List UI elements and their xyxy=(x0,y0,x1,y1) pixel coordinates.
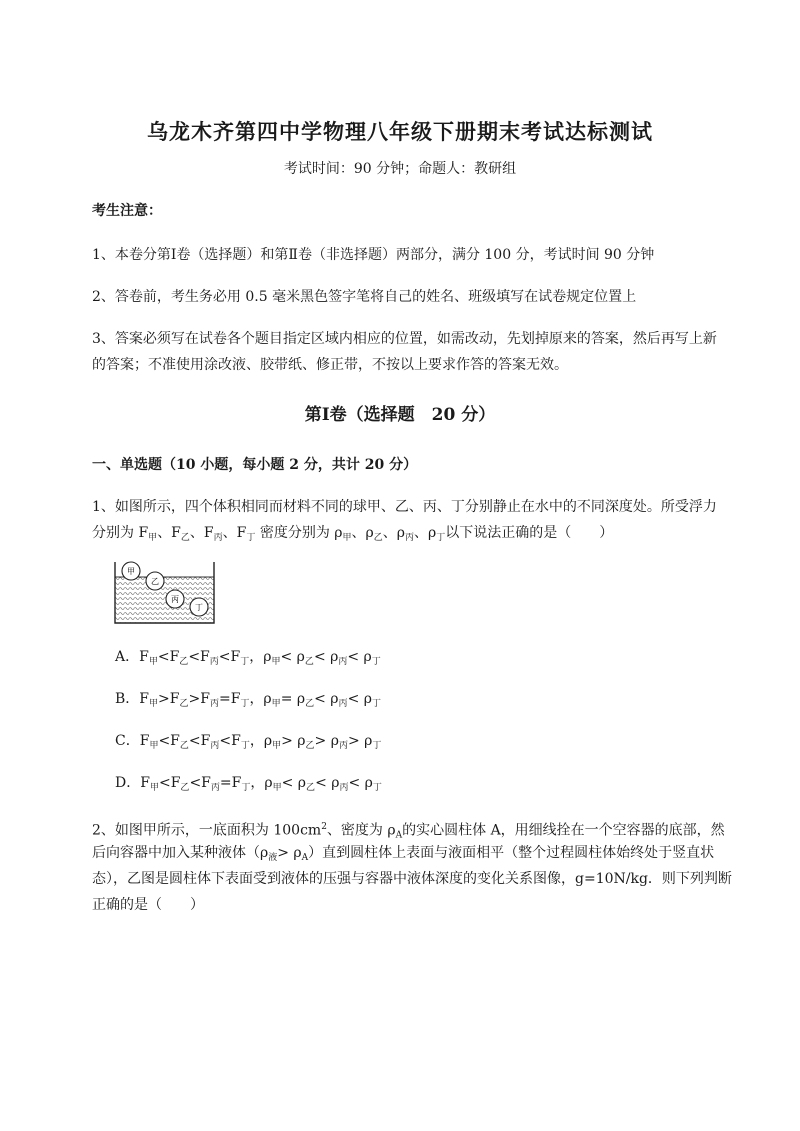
question-1-line-2: 分别为 $F_甲$、$F_乙$、$F_丙$、$F_丁$ 密度分别为 $\rho_甲$、$\rho_乙$、$\rho_丙$、$\rho_丁$以下说法正确的是（ ） xyxy=(92,525,614,543)
exam-subtitle: 考试时间：90 分钟；命题人：教研组 xyxy=(283,161,517,177)
section-title: 第Ⅰ卷（选择题 20 分） xyxy=(304,405,496,425)
exam-title: 乌龙木齐第四中学物理八年级下册期末考试达标测试 xyxy=(147,119,653,144)
balls-in-water-figure xyxy=(114,561,215,625)
ball-yi-label: 乙 xyxy=(151,577,159,586)
option-d[interactable]: D．$F_甲<F_乙<F_丙=F_丁$，$\rho_甲< \rho_乙< \rho_丙< \rho_丁$ xyxy=(115,775,382,793)
ball-bing-label: 丙 xyxy=(171,595,179,604)
option-a[interactable]: A．$F_甲<F_乙<F_丙<F_丁$，$\rho_甲< \rho_乙< \rho_丙< \rho_丁$ xyxy=(115,649,381,667)
question-2-line-4: 正确的是（ ） xyxy=(92,897,204,913)
notice-heading: 考生注意： xyxy=(92,203,162,219)
ball-ding-label: 丁 xyxy=(195,603,203,612)
notice-item-2: 2、答卷前，考生务必用 0.5 毫米黑色签字笔将自己的姓名、班级填写在试卷规定位置上 xyxy=(92,289,637,305)
question-2-line-3: 态），乙图是圆柱体下表面受到液体的压强与容器中液体深度的变化关系图像，g=10N/kg．则下列判断 xyxy=(92,871,732,887)
question-2-line-1: 2、如图甲所示，一底面积为 $100cm^2$、密度为 $\rho_A$的实心圆柱体 A，用细线拴在一个空容器的底部，然 xyxy=(92,822,725,841)
option-b[interactable]: B．$F_甲>F_乙>F_丙=F_丁$，$\rho_甲= \rho_乙< \rho_丙< \rho_丁$ xyxy=(115,691,381,709)
notice-item-3-cont: 的答案；不准使用涂改液、胶带纸、修正带，不按以上要求作答的答案无效。 xyxy=(92,357,568,373)
option-c[interactable]: C．$F_甲<F_乙<F_丙<F_丁$，$\rho_甲> \rho_乙> \rho_丙> \rho_丁$ xyxy=(115,733,382,751)
notice-item-1: 1、本卷分第Ⅰ卷（选择题）和第Ⅱ卷（非选择题）两部分，满分 100 分，考试时间 90 分钟 xyxy=(92,247,655,263)
part-heading: 一、单选题（10 小题，每小题 2 分，共计 20 分） xyxy=(92,457,418,473)
notice-item-3: 3、答案必须写在试卷各个题目指定区域内相应的位置，如需改动，先划掉原来的答案，然后再写上新 xyxy=(92,331,717,347)
question-1-line-1: 1、如图所示，四个体积相同而材料不同的球甲、乙、丙、丁分别静止在水中的不同深度处。所受浮力 xyxy=(92,499,717,515)
ball-jia-label: 甲 xyxy=(127,567,135,576)
question-2-line-2: 后向容器中加入某种液体$(\rho_液> \rho_A)$直到圆柱体上表面与液面相平（整个过程圆柱体始终处于竖直状 xyxy=(92,845,715,863)
